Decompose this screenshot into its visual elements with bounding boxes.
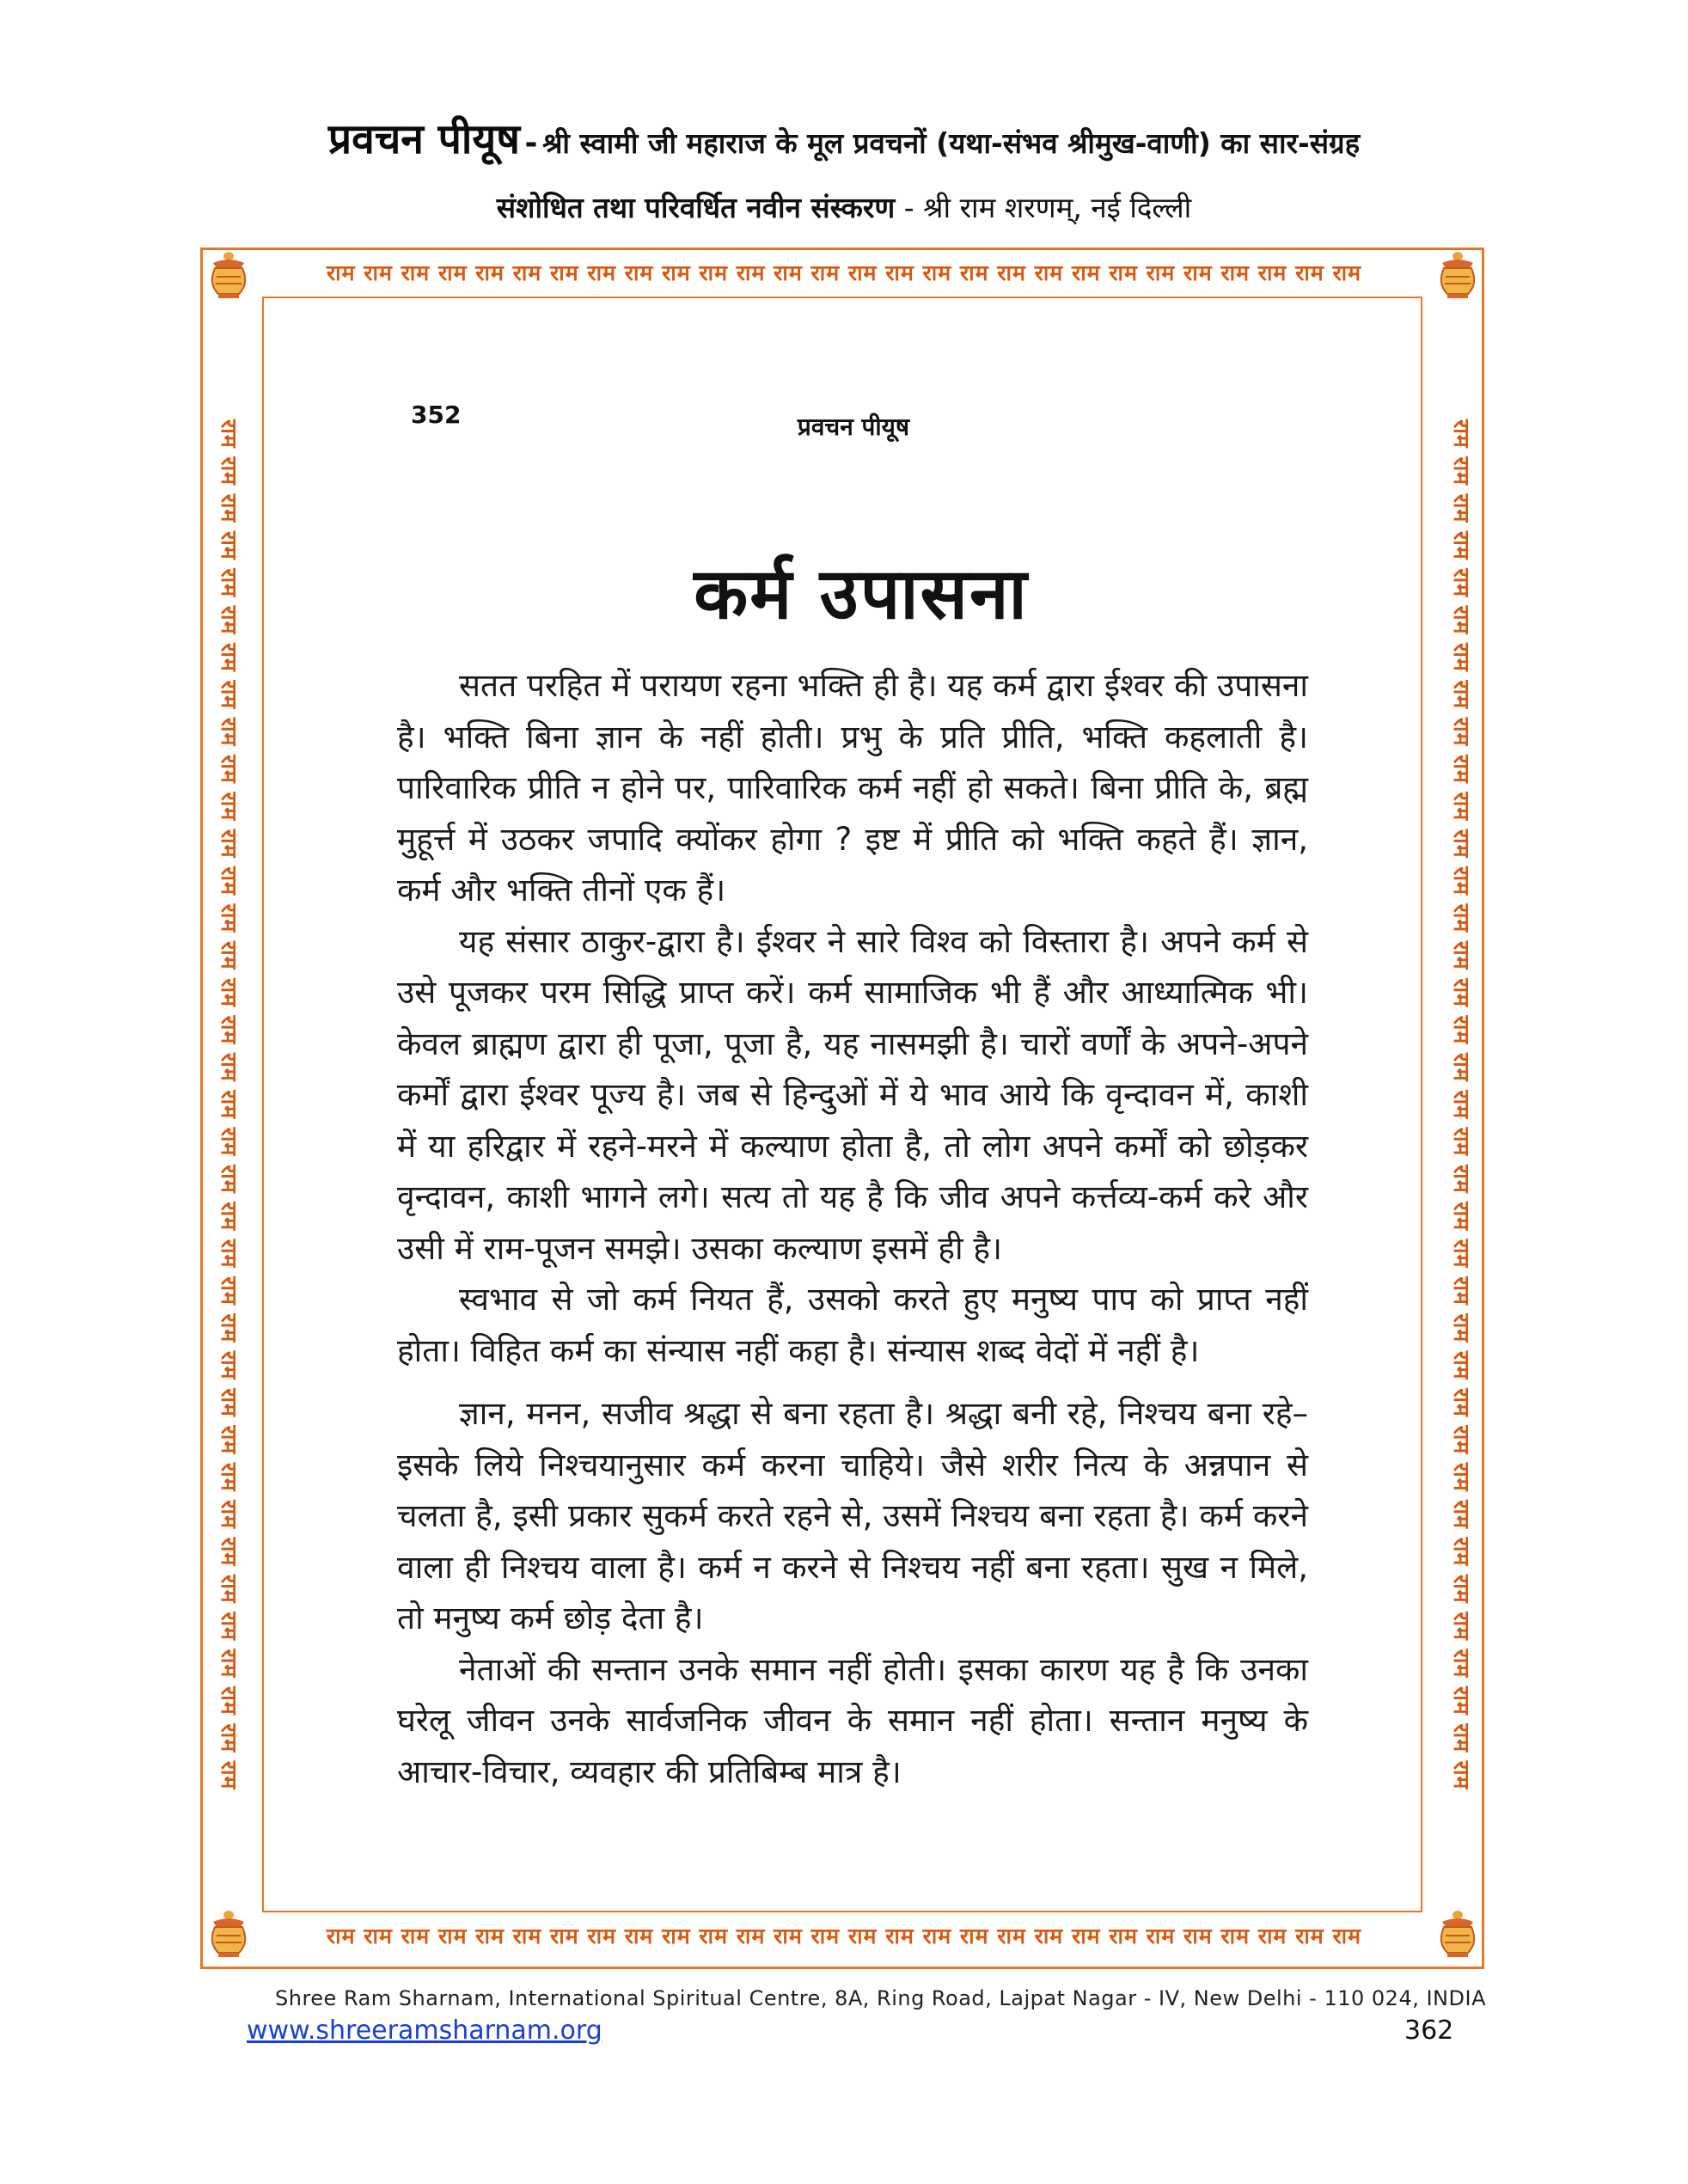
paragraph: यह संसार ठाकुर-द्वारा है। ईश्वर ने सारे विश्व को विस्तारा है। अपने कर्म से उसे पूजकर परम सिद्धि प्राप्त करें। कर्म सामाजिक भी हैं और आध्यात्मिक भी। केवल ब्राह्मण द्वारा ही पूजा, पूजा है, यह नासमझी है। चारों वर्णों के अपने-अपने कर्मों द्वारा ईश्वर पूज्य है। जब से हिन्दुओं में ये भाव आये कि वृन्दावन में, काशी में या हरिद्वार में रहने-मरने में कल्याण होता है, तो लोग अपने कर्मों को छोड़कर वृन्दावन, काशी भागने लगे। सत्य तो यह है कि जीव अपने कर्त्तव्य-कर्म करे और उसी में राम-पूजन समझे। उसका कल्याण इसमें ही है। bbox=[397, 922, 1308, 1267]
ram-border-top: राम राम राम राम राम राम राम राम राम राम राम राम राम राम राम राम राम राम राम राम राम राम राम राम राम राम राम राम bbox=[326, 260, 1362, 285]
kalash-icon bbox=[206, 251, 251, 299]
header-line-2 bbox=[0, 187, 1688, 226]
paragraph: सतत परहित में परायण रहना भक्ति ही है। यह कर्म द्वारा ईश्वर की उपासना है। भक्ति बिना ज्ञान के नहीं होती। प्रभु के प्रति प्रीति, भक्ति कहलाती है। पारिवारिक प्रीति न होने पर, पारिवारिक कर्म नहीं हो सकते। बिना प्रीति के, ब्रह्म मुहूर्त्त में उठकर जपादि क्योंकर होगा ? इष्ट में प्रीति को भक्ति कहते हैं। ज्ञान, कर्म और भक्ति तीनों एक हैं। bbox=[397, 667, 1308, 908]
book-subtitle: श्री स्वामी जी महाराज के मूल प्रवचनों (यथा-संभव श्रीमुख-वाणी) का सार-संग्रह bbox=[542, 126, 1361, 160]
book-title: प्रवचन पीयूष bbox=[327, 115, 520, 163]
paragraph: नेताओं की सन्तान उनके समान नहीं होती। इसका कारण यह है कि उनका घरेलू जीवन उनके सार्वजनिक जीवन के समान नहीं होता। सन्तान मनुष्य के आचार-विचार, व्यवहार की प्रतिबिम्ब मात्र है। bbox=[397, 1650, 1308, 1790]
pdf-page-number: 362 bbox=[1404, 2016, 1454, 2046]
body-text bbox=[397, 660, 1308, 1797]
edition-label: संशोधित तथा परिवर्धित नवीन संस्करण bbox=[496, 191, 896, 224]
paragraph: ज्ञान, मनन, सजीव श्रद्धा से बना रहता है। श्रद्धा बनी रहे, निश्चय बना रहे– इसके लिये निश्चयानुसार कर्म करना चाहिये। जैसे शरीर नित्य के अन्नपान से चलता है, इसी प्रकार सुकर्म करते रहने से, उसमें निश्चय बना रहता है। कर्म करने वाला ही निश्चय वाला है। कर्म न करने से निश्चय नहीं बना रहता। सुख न मिले, तो मनुष्य कर्म छोड़ देता है। bbox=[397, 1395, 1308, 1636]
ram-border-right: राम राम राम राम राम राम राम राम राम राम राम राम राम राम राम राम राम राम राम राम राम राम राम राम राम राम राम राम राम राम राम राम राम राम राम राम राम bbox=[1449, 419, 1474, 1790]
footer-address: Shree Ram Sharnam, International Spiritual Centre, 8A, Ring Road, Lajpat Nagar - IV, New Delhi - 110 024, INDIA bbox=[275, 1986, 1486, 2010]
kalash-icon bbox=[1435, 1910, 1480, 1958]
book-page-number: 352 bbox=[411, 401, 462, 429]
publisher-label: - श्री राम शरणम्, नई दिल्ली bbox=[903, 191, 1192, 224]
ram-border-bottom: राम राम राम राम राम राम राम राम राम राम राम राम राम राम राम राम राम राम राम राम राम राम राम राम राम राम राम राम bbox=[326, 1924, 1362, 1948]
ram-border-left: राम राम राम राम राम राम राम राम राम राम राम राम राम राम राम राम राम राम राम राम राम राम राम राम राम राम राम राम राम राम राम राम राम राम राम राम राम bbox=[217, 419, 242, 1790]
kalash-icon bbox=[1435, 251, 1480, 299]
running-head: प्रवचन पीयूष bbox=[797, 413, 910, 441]
paragraph: स्वभाव से जो कर्म नियत हैं, उसको करते हुए मनुष्य पाप को प्राप्त नहीं होता। विहित कर्म का संन्यास नहीं कहा है। संन्यास शब्द वेदों में नहीं है। bbox=[397, 1281, 1308, 1369]
chapter-title: कर्म उपासना bbox=[694, 554, 1029, 635]
header-line-1 bbox=[0, 110, 1688, 166]
website-link[interactable]: www.shreeramsharnam.org bbox=[247, 2016, 602, 2046]
header-separator: - bbox=[524, 125, 538, 161]
kalash-icon bbox=[206, 1910, 251, 1958]
